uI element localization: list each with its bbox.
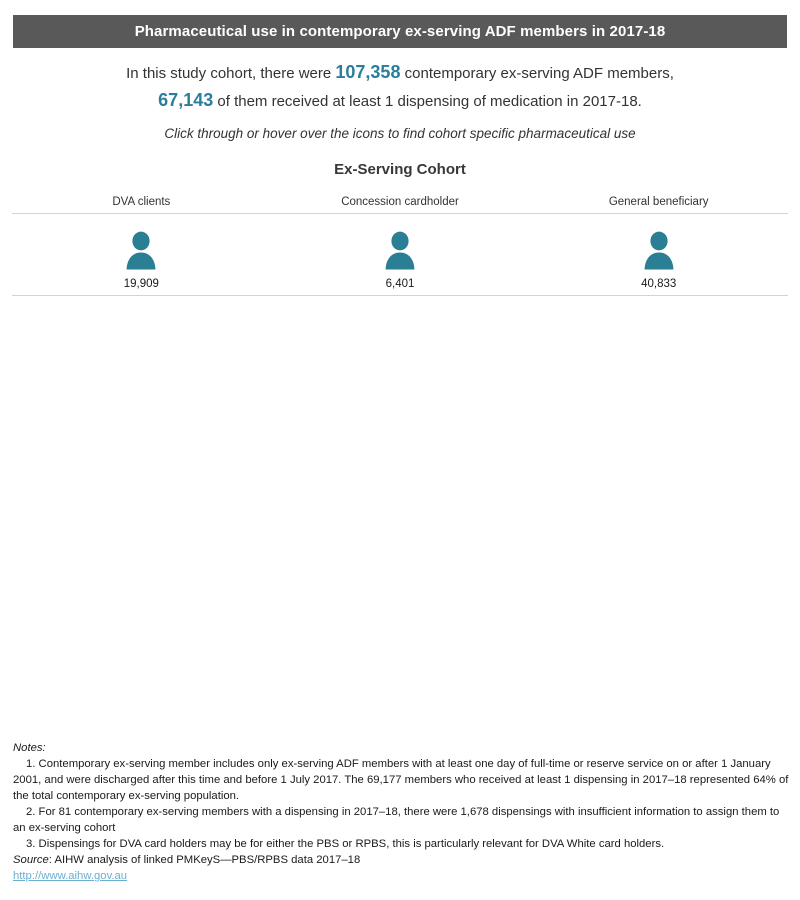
source-label: Source	[13, 854, 49, 866]
column-header-concession-cardholder: Concession cardholder	[341, 196, 459, 208]
divider-bottom	[12, 295, 788, 296]
note-2: 2. For 81 contemporary ex-serving members with a dispensing in 2017–18, there were 1,678 dispensings with insufficient information to assign them to an ex-serving cohort	[13, 806, 780, 834]
notes-section	[13, 740, 791, 884]
aihw-link[interactable]: http://www.aihw.gov.au	[13, 870, 128, 882]
dashboard-title-bar	[13, 15, 787, 48]
cohort-column-concession-cardholder	[271, 231, 530, 290]
intro-text	[0, 59, 800, 115]
divider-top	[12, 213, 788, 214]
page-title: Pharmaceutical use in contemporary ex-serving ADF members in 2017-18	[134, 23, 666, 40]
cohort-column-general-beneficiary	[529, 231, 788, 290]
intro-line-2	[0, 87, 800, 115]
intro-line2-post: of them received at least 1 dispensing of medication in 2017-18.	[213, 93, 642, 110]
person-icon[interactable]	[122, 231, 160, 277]
dva-clients-value: 19,909	[123, 278, 159, 290]
cohort-icon-row	[12, 231, 788, 290]
person-icon[interactable]	[381, 231, 419, 277]
hover-instruction: Click through or hover over the icons to find cohort specific pharmaceutical use	[164, 126, 636, 141]
column-header-dva-clients: DVA clients	[112, 196, 171, 208]
intro-line1-pre: In this study cohort, there were	[126, 65, 336, 82]
note-1: 1. Contemporary ex-serving member includes only ex-serving ADF members with at least one day of full-time or reserve service on or after 1 January 2001, and were discharged after this time and before 1 July 2017. The 69,177 members who received at least 1 dispensing in 2017–18 represented 64% of the total contemporary ex-serving population.	[13, 758, 789, 802]
person-icon[interactable]	[640, 231, 678, 277]
concession-cardholder-value: 6,401	[385, 278, 415, 290]
general-beneficiary-value: 40,833	[641, 278, 677, 290]
cohort-column-headers	[12, 196, 788, 208]
note-3: 3. Dispensings for DVA card holders may be for either the PBS or RPBS, this is particularly relevant for DVA White card holders.	[26, 838, 665, 850]
cohort-section-title: Ex-Serving Cohort	[334, 161, 466, 178]
cohort-column-dva-clients	[12, 231, 271, 290]
intro-line-1	[0, 59, 800, 87]
source-text: : AIHW analysis of linked PMKeyS—PBS/RPBS data 2017–18	[48, 854, 361, 866]
column-header-general-beneficiary: General beneficiary	[608, 196, 709, 208]
total-members-value: 107,358	[335, 62, 401, 82]
notes-heading: Notes:	[13, 742, 46, 754]
source-line	[13, 852, 791, 868]
dispensing-members-value: 67,143	[158, 90, 214, 110]
intro-line1-post: contemporary ex-serving ADF members,	[400, 65, 674, 82]
